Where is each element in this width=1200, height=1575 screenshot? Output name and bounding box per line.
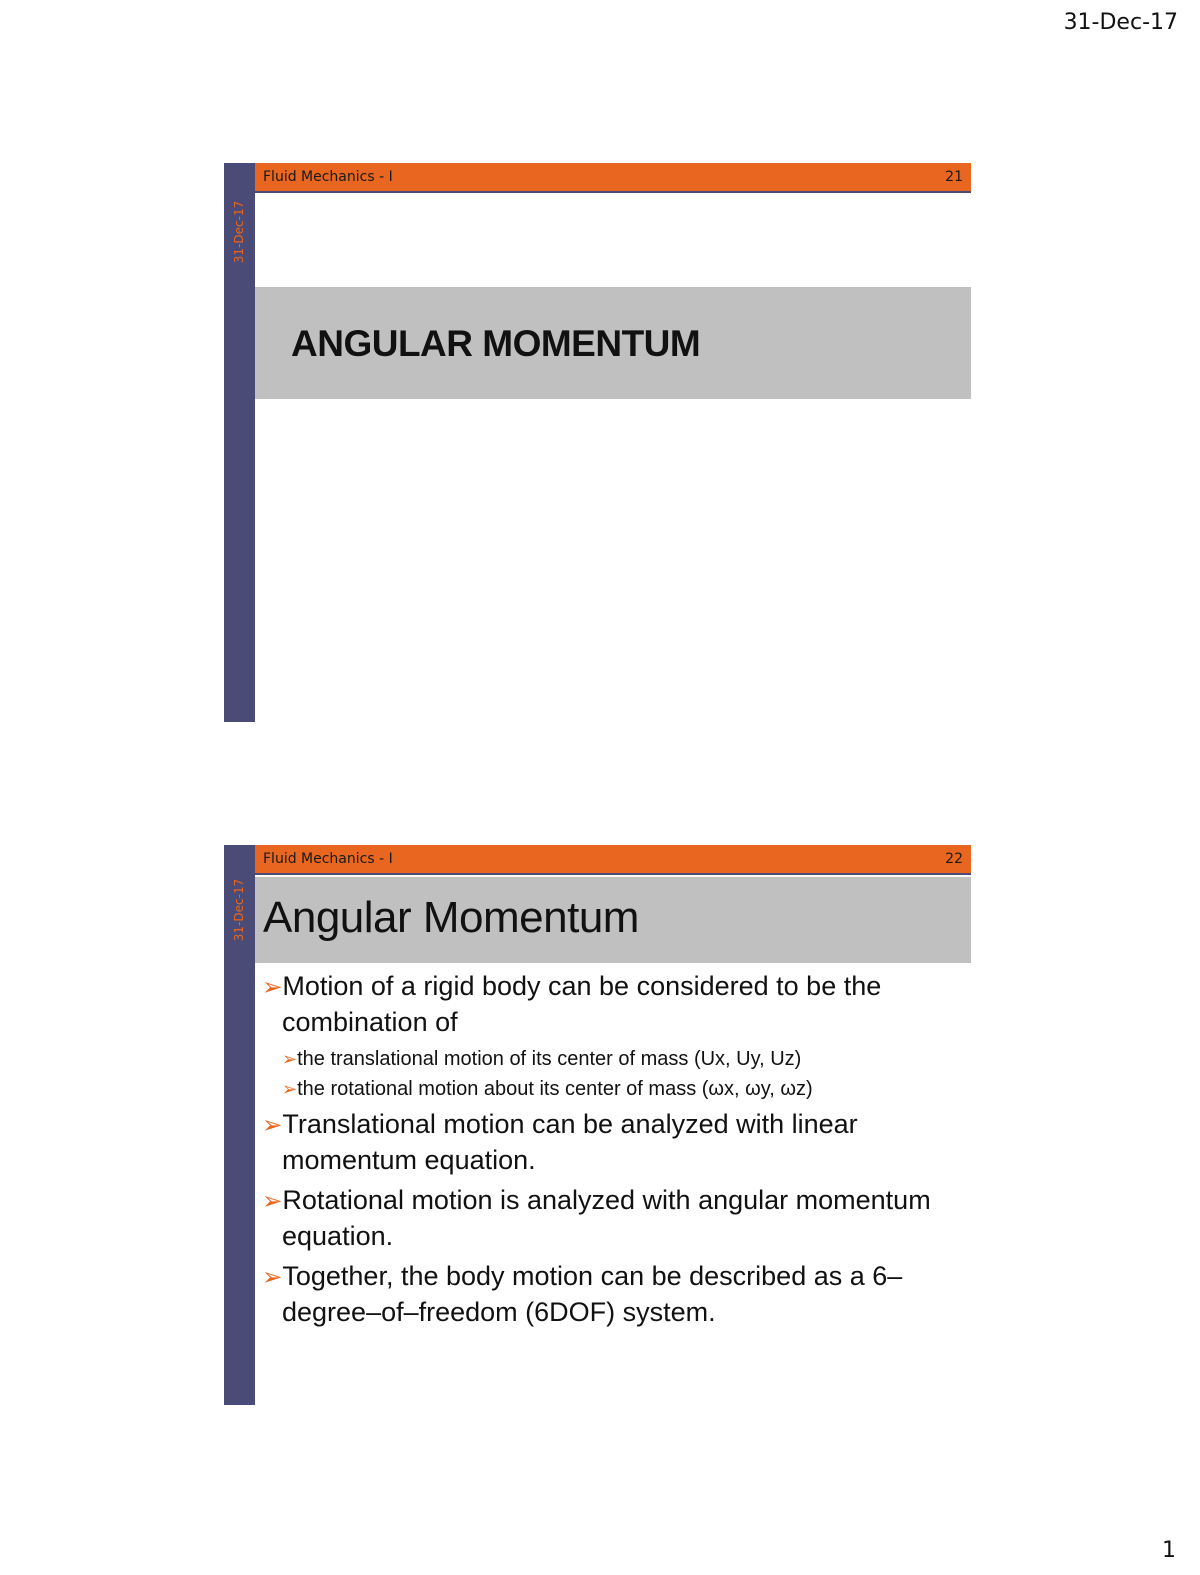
course-title: Fluid Mechanics - I: [263, 851, 393, 867]
arrow-bullet-icon: ➢: [262, 974, 283, 1001]
slide-header: [255, 163, 971, 193]
slide-title: Angular Momentum: [263, 893, 639, 942]
sub-list-item: ➢the rotational motion about its center of mass (ωx, ωy, ωz): [282, 1078, 813, 1100]
slide-side-date: 31-Dec-17: [232, 200, 247, 264]
slide-side-date: 31-Dec-17: [232, 878, 247, 942]
slide-21: [224, 163, 971, 722]
title-band: [255, 877, 971, 963]
arrow-bullet-icon: ➢: [282, 1049, 298, 1069]
list-item: ➢Rotational motion is analyzed with angular momentum equation.: [262, 1185, 931, 1251]
sub-list-item: ➢the translational motion of its center of mass (Ux, Uy, Uz): [282, 1048, 802, 1070]
list-item: ➢Motion of a rigid body can be considered to be the combination of: [262, 971, 882, 1037]
list-item: ➢Together, the body motion can be described as a 6–degree–of–freedom (6DOF) system.: [262, 1261, 903, 1327]
slide-content: [262, 969, 952, 1335]
sub-list: [262, 1045, 952, 1103]
arrow-bullet-icon: ➢: [282, 1079, 298, 1099]
list-item: ➢Translational motion can be analyzed with linear momentum equation.: [262, 1109, 858, 1175]
slide-header: [255, 845, 971, 875]
slide-number: 21: [945, 169, 963, 185]
arrow-bullet-icon: ➢: [262, 1188, 283, 1215]
page-date: 31-Dec-17: [1063, 10, 1178, 35]
slide-title: ANGULAR MOMENTUM: [291, 323, 701, 364]
page-number: 1: [1162, 1538, 1176, 1563]
slide-number: 22: [945, 851, 963, 867]
arrow-bullet-icon: ➢: [262, 1112, 283, 1139]
arrow-bullet-icon: ➢: [262, 1264, 283, 1291]
course-title: Fluid Mechanics - I: [263, 169, 393, 185]
title-band: [255, 287, 971, 399]
slide-22: [224, 845, 971, 1405]
